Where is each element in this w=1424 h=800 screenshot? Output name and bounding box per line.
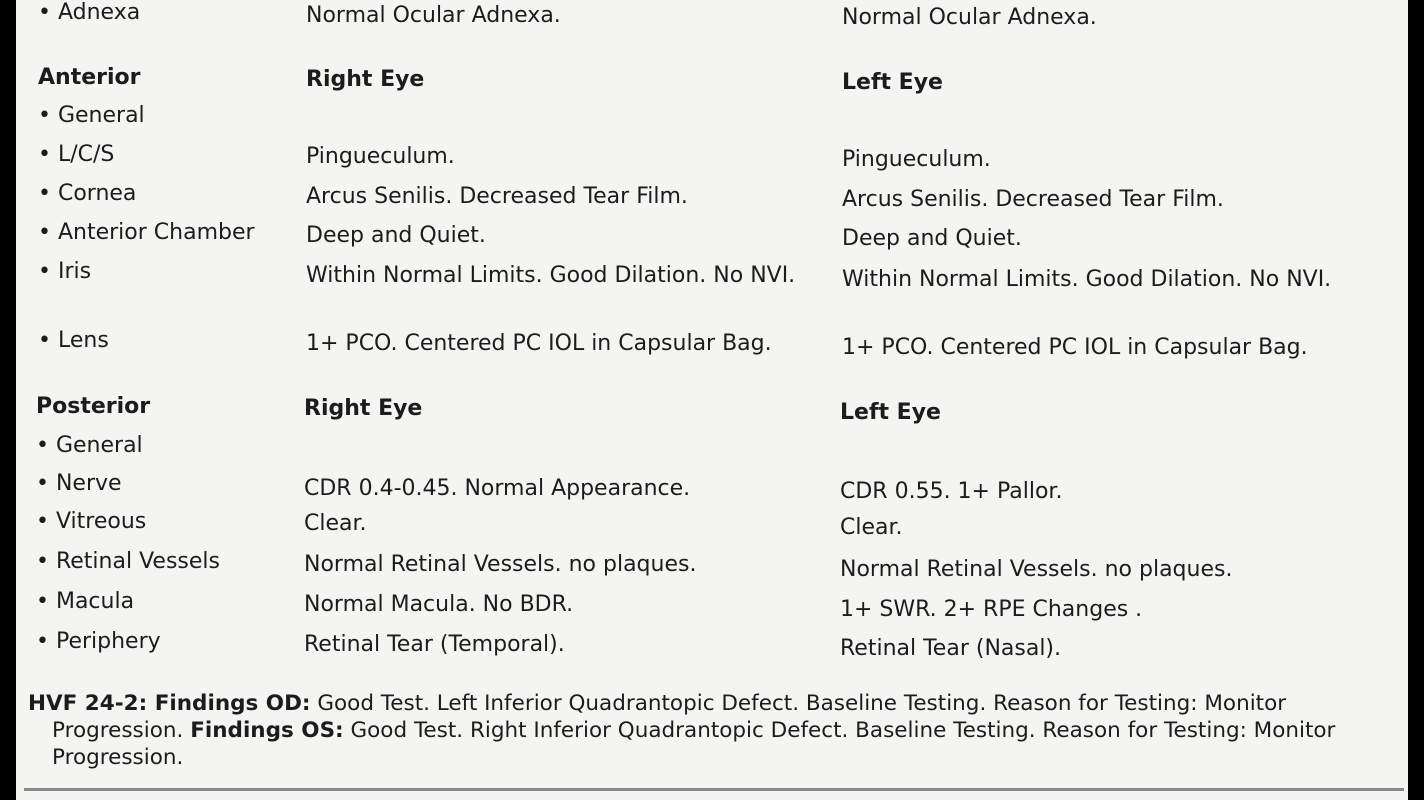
exam-report-page xyxy=(16,0,1408,800)
right-eye-value: Retinal Tear (Temporal). xyxy=(304,632,565,657)
left-eye-value: Deep and Quiet. xyxy=(842,226,1022,251)
hvf-od-label: HVF 24-2: Findings OD: xyxy=(28,691,311,716)
section-heading-posterior: Posterior xyxy=(36,394,151,419)
right-eye-header: Right Eye xyxy=(306,67,425,92)
row-label: • Periphery xyxy=(36,629,161,654)
left-eye-value: Retinal Tear (Nasal). xyxy=(840,636,1062,661)
right-eye-value: Arcus Senilis. Decreased Tear Film. xyxy=(306,184,688,209)
left-eye-value: Within Normal Limits. Good Dilation. No NVI. xyxy=(842,267,1332,292)
right-eye-value: Within Normal Limits. Good Dilation. No NVI. xyxy=(306,263,796,288)
right-eye-header: Right Eye xyxy=(304,396,423,421)
row-label: • Lens xyxy=(38,328,109,353)
left-eye-value: 1+ SWR. 2+ RPE Changes . xyxy=(840,597,1143,622)
row-label: • Iris xyxy=(38,259,92,284)
section-heading-anterior: Anterior xyxy=(38,65,141,90)
row-label: • Nerve xyxy=(36,471,122,496)
left-eye-value: Normal Retinal Vessels. no plaques. xyxy=(840,557,1233,582)
left-eye-value: 1+ PCO. Centered PC IOL in Capsular Bag. xyxy=(842,335,1308,360)
row-label: • Macula xyxy=(36,589,135,614)
right-eye-value: Clear. xyxy=(304,511,367,536)
right-eye-value: Normal Ocular Adnexa. xyxy=(306,3,561,28)
right-eye-value: Deep and Quiet. xyxy=(306,223,486,248)
divider xyxy=(24,788,1404,791)
hvf-os-text: Good Test. Right Inferior Quadrantopic Defect. Baseline Testing. Reason for Testing: Monitor Progression. xyxy=(52,718,1336,770)
left-eye-value: Clear. xyxy=(840,515,903,540)
right-eye-value: 1+ PCO. Centered PC IOL in Capsular Bag. xyxy=(306,331,772,356)
row-label: • L/C/S xyxy=(38,142,115,167)
left-eye-value: CDR 0.55. 1+ Pallor. xyxy=(840,479,1063,504)
right-eye-value: Normal Retinal Vessels. no plaques. xyxy=(304,552,697,577)
left-eye-header: Left Eye xyxy=(840,400,941,425)
left-eye-header: Left Eye xyxy=(842,70,943,95)
right-eye-value: CDR 0.4-0.45. Normal Appearance. xyxy=(304,476,691,501)
left-eye-value: Arcus Senilis. Decreased Tear Film. xyxy=(842,187,1224,212)
right-eye-value: Pingueculum. xyxy=(306,144,455,169)
hvf-findings-paragraph xyxy=(28,690,1392,771)
row-label: • General xyxy=(36,433,143,458)
row-label: • Adnexa xyxy=(38,0,141,25)
left-eye-value: Normal Ocular Adnexa. xyxy=(842,5,1097,30)
hvf-od-text: Good Test. Left Inferior Quadrantopic Defect. Baseline Testing. Reason for Testing: Monitor Progression. xyxy=(52,691,1287,743)
row-label: • General xyxy=(38,103,145,128)
row-label: • Vitreous xyxy=(36,509,147,534)
row-label: • Retinal Vessels xyxy=(36,549,220,574)
left-eye-value: Pingueculum. xyxy=(842,147,991,172)
row-label: • Cornea xyxy=(38,181,137,206)
row-label: • Anterior Chamber xyxy=(38,220,255,245)
right-eye-value: Normal Macula. No BDR. xyxy=(304,592,574,617)
hvf-os-label: Findings OS: xyxy=(190,718,344,743)
